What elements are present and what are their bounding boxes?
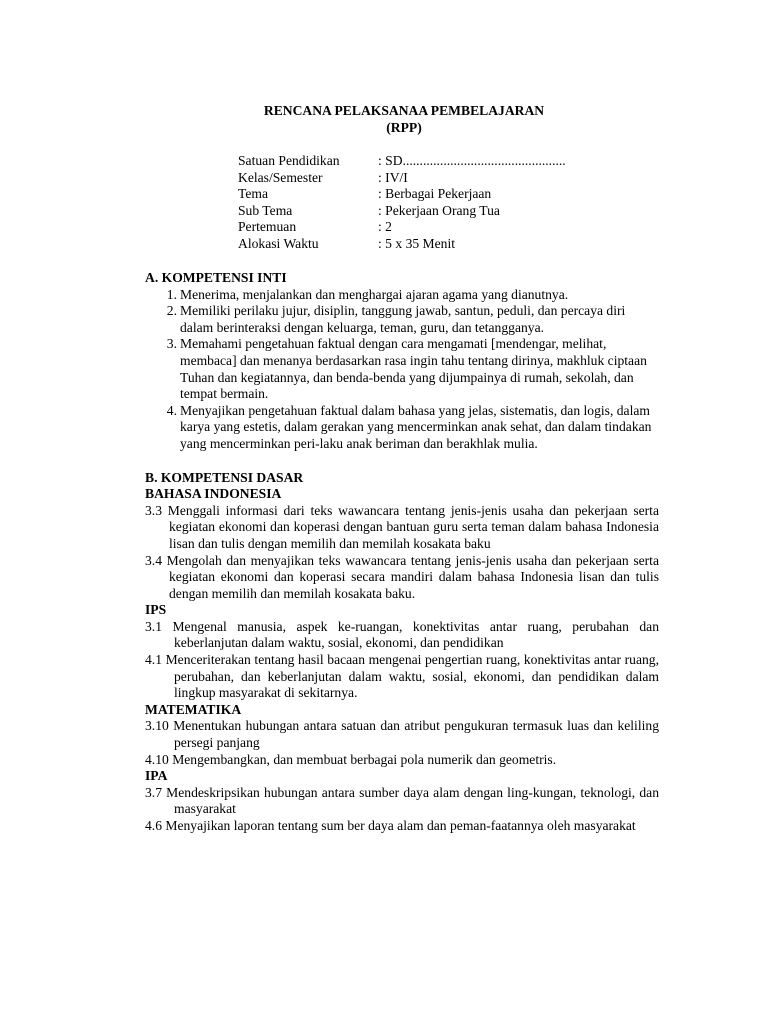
list-text: Menyajikan pengetahuan faktual dalam bahasa yang jelas, sistematis, dan logis, dalam karya yang estetis, dalam gerakan yang mencerminkan anak sehat, dan dalam tindakan yang mencerminkan peri-laku anak beriman dan berakhlak mulia. bbox=[180, 402, 652, 451]
meta-value: : 5 x 35 Menit bbox=[378, 235, 456, 251]
meta-value: : IV/I bbox=[378, 169, 408, 185]
subject-heading-bahasa: BAHASA INDONESIA bbox=[145, 486, 282, 502]
meta-label: Alokasi Waktu bbox=[238, 235, 319, 251]
list-number: 3. bbox=[166, 336, 177, 352]
kd-item: 4.1 Menceriterakan tentang hasil bacaan mengenai pengertian ruang, konektivitas antar ruang, perubahan, dan keberlanjutan dalam waktu, sosial, ekonomi, dan pendidikan dalam lingkup masyarakat di sekitarnya. bbox=[145, 652, 659, 701]
list-number: 2. bbox=[166, 303, 177, 319]
spacer bbox=[145, 453, 659, 470]
list-text: Memahami pengetahuan faktual dengan cara mengamati [mendengar, melihat, membaca] dan menanya berdasarkan rasa ingin tahu tentang dirinya, makhluk ciptaan Tuhan dan kegiatannya, dan benda-benda yang dijumpainya di rumah, sekolah, dan tempat bermain. bbox=[180, 336, 647, 402]
meta-row bbox=[238, 186, 566, 203]
meta-row bbox=[238, 170, 566, 187]
meta-row bbox=[238, 153, 566, 170]
meta-value: : SD................................................ bbox=[378, 153, 566, 168]
list-number: 1. bbox=[166, 286, 177, 302]
list-number: 4. bbox=[166, 402, 177, 418]
meta-value: : Berbagai Pekerjaan bbox=[378, 186, 492, 202]
meta-row bbox=[238, 203, 566, 220]
section-heading-kd: B. KOMPETENSI DASAR bbox=[145, 469, 304, 485]
subject-heading-ips: IPS bbox=[145, 602, 167, 618]
kd-item: 3.1 Mengenal manusia, aspek ke-ruangan, konektivitas antar ruang, perubahan dan keberlanjutan dalam waktu, sosial, ekonomi, dan pendidikan bbox=[145, 618, 659, 651]
subject-heading-matematika: MATEMATIKA bbox=[145, 701, 242, 717]
meta-label: Tema bbox=[238, 186, 268, 202]
document-title bbox=[0, 103, 768, 136]
kd-item: 3.10 Menentukan hubungan antara satuan dan atribut pengukuran termasuk luas dan keliling persegi panjang bbox=[145, 718, 659, 751]
identity-table bbox=[238, 153, 566, 253]
title-line-1: RENCANA PELAKSANAA PEMBELAJARAN bbox=[263, 103, 545, 118]
list-text: Menerima, menjalankan dan menghargai ajaran agama yang dianutnya. bbox=[180, 286, 569, 302]
list-item bbox=[145, 303, 659, 336]
meta-label: Kelas/Semester bbox=[238, 169, 323, 185]
kd-item: 3.3 Menggali informasi dari teks wawancara tentang jenis-jenis usaha dan pekerjaan serta kegiatan ekonomi dan koperasi dengan bantuan guru serta teman dalam bahasa Indonesia lisan dan tulis dengan memilih dan memilah kosakata baku bbox=[145, 502, 659, 551]
meta-label: Satuan Pendidikan bbox=[238, 153, 340, 168]
list-item bbox=[145, 403, 659, 453]
meta-label: Pertemuan bbox=[238, 219, 297, 235]
kd-item: 3.7 Mendeskripsikan hubungan antara sumber daya alam dengan ling-kungan, teknologi, dan masyarakat bbox=[145, 784, 659, 817]
section-heading-ki: A. KOMPETENSI INTI bbox=[145, 270, 287, 285]
meta-row bbox=[238, 236, 566, 253]
meta-label: Sub Tema bbox=[238, 202, 293, 218]
document-body bbox=[145, 270, 659, 835]
kd-item: 3.4 Mengolah dan menyajikan teks wawancara tentang jenis-jenis usaha dan pekerjaan serta kegiatan ekonomi dan koperasi secara mandiri dalam bahasa Indonesia lisan dan tulis dengan memilih dan memilah kosakata baku. bbox=[145, 552, 659, 601]
list-text: Memiliki perilaku jujur, disiplin, tanggung jawab, santun, peduli, dan percaya diri dalam berinteraksi dengan keluarga, teman, guru, dan tetangganya. bbox=[180, 303, 626, 335]
title-line-2: (RPP) bbox=[386, 119, 422, 135]
kd-item: 4.10 Mengembangkan, dan membuat berbagai pola numerik dan geometris. bbox=[145, 751, 557, 767]
meta-row bbox=[238, 219, 566, 236]
kd-item: 4.6 Menyajikan laporan tentang sum ber daya alam dan peman-faatannya oleh masyarakat bbox=[145, 818, 636, 833]
meta-value: : Pekerjaan Orang Tua bbox=[378, 202, 500, 218]
list-item bbox=[145, 336, 659, 402]
list-item bbox=[145, 287, 659, 304]
meta-value: : 2 bbox=[378, 219, 392, 235]
subject-heading-ipa: IPA bbox=[145, 768, 168, 784]
